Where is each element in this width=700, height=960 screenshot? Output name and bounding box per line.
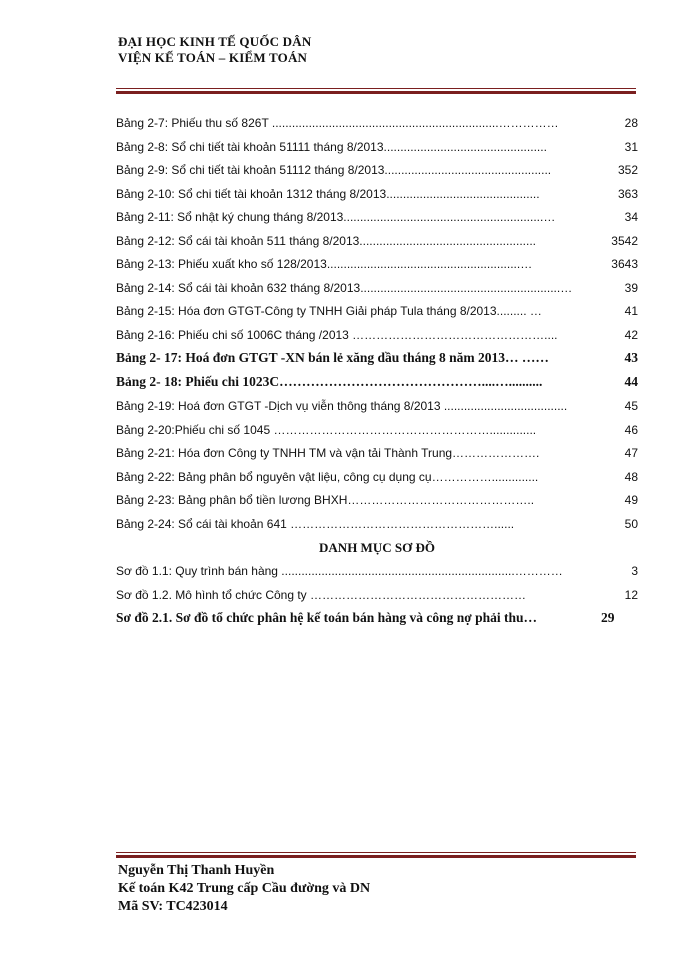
toc-entry[interactable] (116, 324, 638, 348)
toc-entry[interactable] (116, 253, 638, 277)
author-class: Kế toán K42 Trung cấp Cầu đường và DN (118, 881, 371, 896)
toc-entry-page: 42 (624, 327, 638, 342)
footer-divider (116, 852, 636, 858)
toc-entry-page: 44 (624, 374, 638, 389)
toc-entry[interactable] (116, 159, 638, 183)
toc-entry[interactable] (116, 206, 638, 230)
toc-entry-label: Bảng 2-11: Sổ nhật ký chung tháng 8/2013............................................................… (116, 210, 556, 224)
tables-list-continued (116, 395, 638, 536)
toc-entry-page: 3643 (611, 257, 638, 271)
toc-entry-page: 31 (624, 139, 638, 154)
toc-entry-label: Bảng 2-16: Phiếu chi số 1006C tháng /2013 ………………………………………….... (116, 327, 558, 342)
toc-entry-label: Bảng 2-13: Phiếu xuất kho số 128/2013..........................................................… (116, 257, 533, 271)
toc-entry[interactable] (116, 560, 638, 584)
toc-entry-label: Bảng 2- 18: Phiếu chi 1023C………………………………………....….......... (116, 374, 543, 389)
toc-entry-bold[interactable] (116, 371, 638, 395)
toc-entry-page: 39 (624, 280, 638, 295)
toc-entry-page: 12 (624, 587, 638, 602)
toc-entry-label: Bảng 2-7: Phiếu thu số 826T ....................................................................…………… (116, 116, 559, 130)
toc-entry-page: 48 (624, 469, 638, 484)
header-divider (116, 88, 636, 94)
toc-entry[interactable] (116, 489, 638, 513)
toc-entry-page: 47 (624, 446, 638, 460)
toc-entry-page: 46 (624, 422, 638, 437)
toc-entry-label: Bảng 2-19: Hoá đơn GTGT -Dịch vụ viễn thông tháng 8/2013 ..................................... (116, 399, 568, 413)
page-footer (118, 862, 370, 916)
toc-entry[interactable] (116, 136, 638, 160)
toc-entry[interactable] (116, 513, 638, 537)
toc-entry-page: 45 (624, 399, 638, 413)
toc-entry[interactable] (116, 277, 638, 301)
toc-entry[interactable] (116, 442, 638, 466)
toc-entry[interactable] (116, 466, 638, 490)
student-id: Mã SV: TC423014 (118, 899, 228, 914)
toc-entry-label: Bảng 2-9: Sổ chi tiết tài khoản 51112 tháng 8/2013.................................................. (116, 163, 552, 177)
toc-entry-bold[interactable] (116, 347, 638, 371)
toc-entry[interactable] (116, 419, 638, 443)
toc-entry[interactable] (116, 112, 638, 136)
tables-list (116, 112, 638, 347)
toc-entry-label: Bảng 2-12: Sổ cái tài khoản 511 tháng 8/2013..................................................... (116, 233, 536, 248)
bold-tables-list (116, 347, 638, 395)
toc-entry-label: Bảng 2-23: Bảng phân bổ tiền lương BHXH……………………………………….. (116, 493, 535, 507)
toc-entry-page: 49 (624, 493, 638, 507)
university-name: ĐẠI HỌC KINH TẾ QUỐC DÂN (118, 34, 312, 49)
toc-entry-label: Bảng 2-10: Sổ chi tiết tài khoản 1312 tháng 8/2013.............................................. (116, 186, 540, 201)
toc-entry-label: Bảng 2-22: Bảng phân bổ nguyên vật liệu, công cụ dụng cụ…………….............. (116, 469, 539, 484)
toc-entry[interactable] (116, 584, 638, 608)
toc-entry-page: 363 (617, 186, 638, 201)
toc-entry-label: Bảng 2- 17: Hoá đơn GTGT -XN bán lẻ xăng dầu tháng 8 năm 2013… …… (116, 350, 549, 365)
toc-entry-bold[interactable] (116, 607, 638, 631)
toc-entry-page: 3 (631, 564, 638, 578)
toc-entry-page: 3542 (611, 233, 638, 248)
institute-name: VIỆN KẾ TOÁN – KIỂM TOÁN (118, 50, 308, 65)
toc-entry-page: 50 (624, 516, 638, 531)
toc-entry-page: 41 (624, 304, 638, 318)
toc-entry-label: Bảng 2-15: Hóa đơn GTGT-Công ty TNHH Giải pháp Tula tháng 8/2013......... … (116, 304, 542, 318)
toc-entry-label: Sơ đồ 1.1: Quy trình bán hàng ......................................................................………… (116, 564, 563, 578)
page-header (118, 34, 311, 66)
toc-entry-page: 28 (624, 116, 638, 130)
toc-entry-label: Bảng 2-24: Sổ cái tài khoản 641 ……………………………………………...... (116, 516, 515, 531)
author-name: Nguyễn Thị Thanh Huyền (118, 863, 275, 878)
toc-entry[interactable] (116, 183, 638, 207)
toc-entry-label: Sơ đồ 2.1. Sơ đồ tổ chức phân hệ kế toán bán hàng và công nợ phải thu… (116, 610, 538, 625)
toc-entry-page: 29 (601, 610, 615, 625)
table-of-contents (116, 112, 638, 631)
toc-entry[interactable] (116, 300, 638, 324)
toc-entry-label: Bảng 2-14: Sổ cái tài khoản 632 tháng 8/2013............................................................… (116, 280, 573, 295)
toc-entry-page: 34 (624, 210, 638, 224)
toc-entry-page: 352 (617, 163, 638, 177)
toc-entry-label: Bảng 2-8: Sổ chi tiết tài khoản 51111 tháng 8/2013................................................. (116, 139, 547, 154)
toc-entry-label: Bảng 2-20:Phiếu chi số 1045 ……………………………………………….............. (116, 422, 537, 437)
toc-entry-page: 43 (624, 350, 638, 365)
toc-entry-label: Bảng 2-21: Hóa đơn Công ty TNHH TM và vận tải Thành Trung…………………. (116, 446, 540, 460)
toc-entry[interactable] (116, 395, 638, 419)
toc-entry-label: Sơ đồ 1.2. Mô hình tổ chức Công ty ……………………………………………… (116, 587, 527, 602)
diagrams-section-title: DANH MỤC SƠ ĐỒ (319, 540, 435, 555)
diagrams-list (116, 560, 638, 607)
toc-entry[interactable] (116, 230, 638, 254)
